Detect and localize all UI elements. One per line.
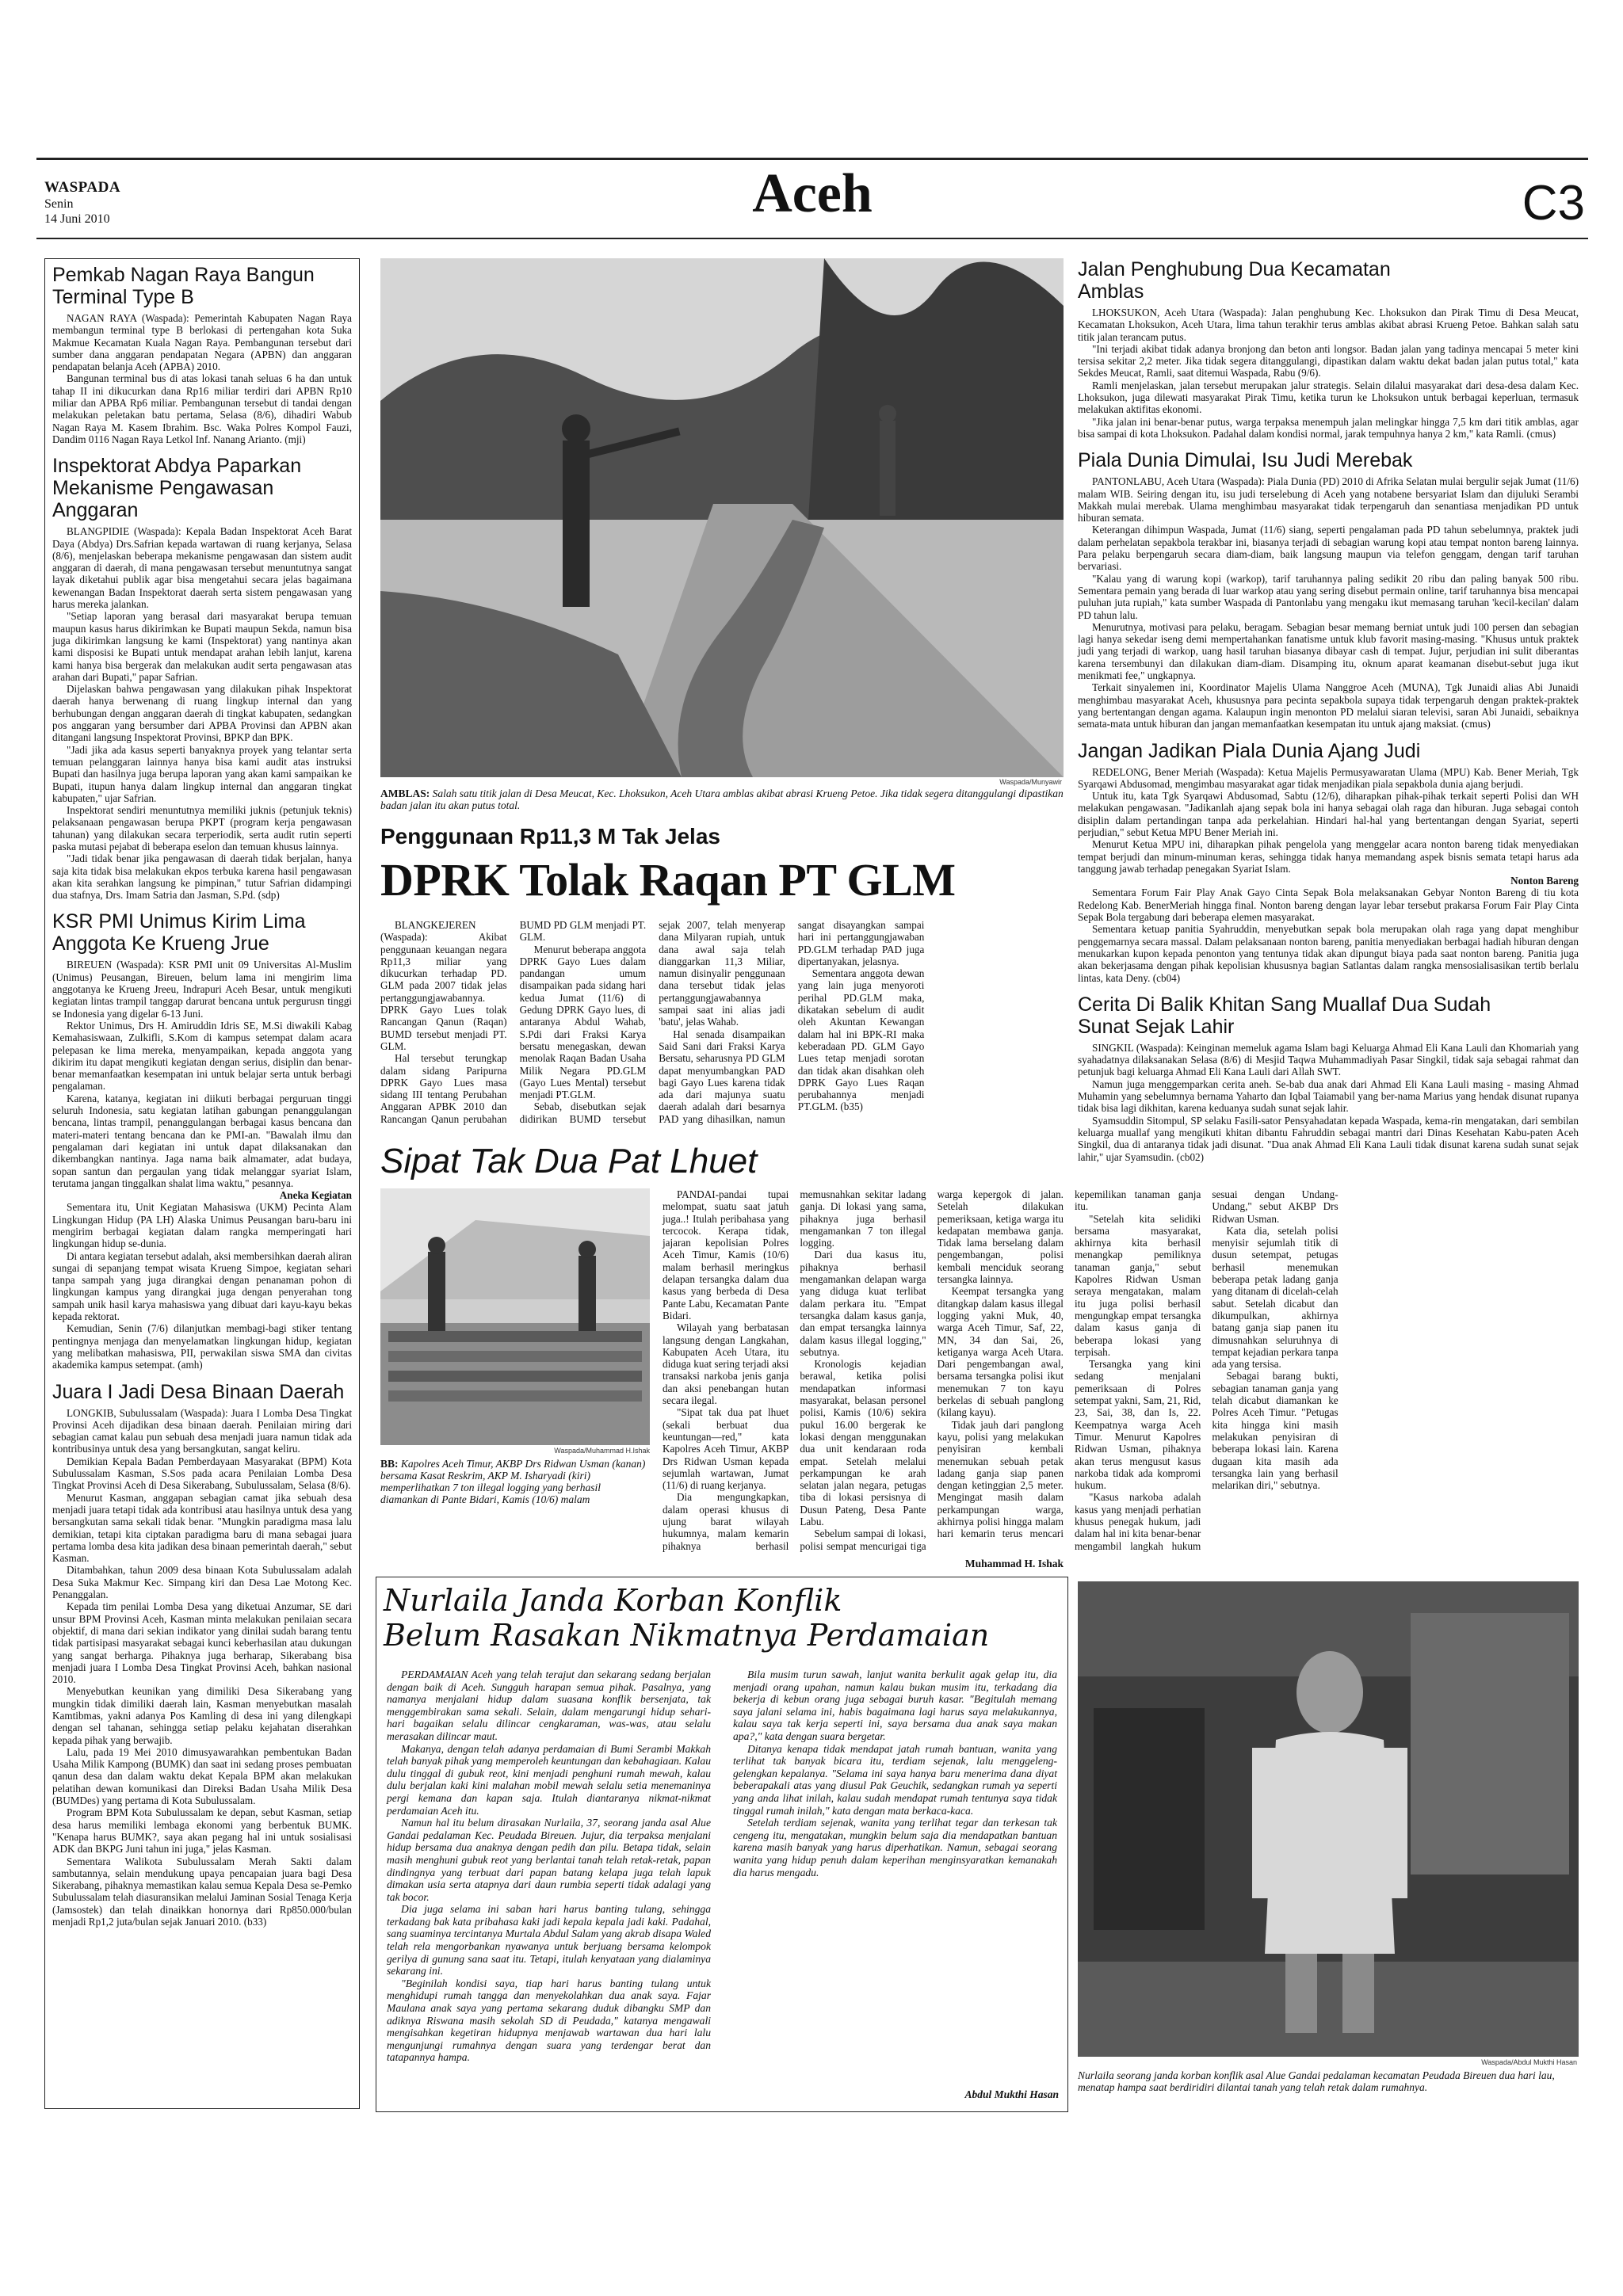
- right-column: [1078, 258, 1579, 1566]
- photo-road-caption: AMBLAS: Salah satu titik jalan di Desa Meucat, Kec. Lhoksukon, Aceh Utara amblas akibat abrasi Krueng Petoe. Jika tidak segera ditanggulangi dipastikan badan jalan itu akan putus total.: [380, 788, 1064, 811]
- photo-nurlaila: [1078, 1581, 1579, 2057]
- photo-road-collapse: [380, 258, 1064, 777]
- page-number: C3: [1522, 176, 1585, 231]
- headline-jalan-amblas: Jalan Penghubung Dua Kecamatan Amblas: [1078, 258, 1391, 303]
- photo-nurlaila-credit: Waspada/Abdul Mukthi Hasan: [1481, 2058, 1577, 2066]
- photo-nurlaila-caption: Nurlaila seorang janda korban konflik asal Alue Gandai pedalaman kecamatan Peudada Bireuen dua hari lau, menatap hampa saat berdiridiri dilantai tanah yang telah retak dalam rumahnya.: [1078, 2069, 1555, 2093]
- portrait-woman-image: [1078, 1581, 1579, 2057]
- article-khitan-muallaf: SINGKIL (Waspada): Keinginan memeluk agama Islam bagi Keluarga Ahmad Eli Kana Lauli dan Khomariah yang syahadatnya dilaksanakan Selasa (8/6) di Mesjid Taqwa Muhammadiyah Pasar Singkil, tidak saja sebagai rahmat dan petunjuk bagi keluarga Ahmad Eli Kana Lauli dari Allah SWT. Namun juga menggemparkan cerita aneh. Se-bab dua anak dari Ahmad Eli Kana Lauli masing - masing Ahmad Muhamin yang sebelumnya bernama Yaharto dan Iqbal Taiamabil yang ber-nama Marius yang hendak disunat rupanya tidak bisa lagi dikhitan, karena keduanya sudah sunat sejak lahir. Syamsuddin Sitompul, SP selaku Fasili-sator Pensyahadatan kepada Waspada, kema-rin mengatakan, dari sembilan keluarga muallaf yang mengikuti khitan dibantu Fahruddin sebagai mantri dari Dinas Kesehatan Kabu-paten Aceh Singkil, dua di antaranya tidak jadi disunat. "Dua anak Ahmad Eli Kana Lauli tidak disunat karena sudah sunat sejak lahir," ujar Syamsudin. (cb02): [1078, 1041, 1579, 1163]
- photo-logging-caption-label: BB:: [380, 1458, 399, 1470]
- top-rule: [36, 158, 1588, 160]
- headline-sipat: Sipat Tak Dua Pat Lhuet: [380, 1142, 758, 1180]
- signature-sipat: Muhammad H. Ishak: [964, 1558, 1064, 1569]
- article-dprk-tolak: BLANGKEJEREN (Waspada): Akibat penggunaan keuangan negara Rp11,3 miliar yang dikucurkan terhadap PD. GLM pada 2007 tidak jelas pertanggungjawabannya. DPRK Gayo Lues tolak Rancangan Qanun (Raqan) BUMD tersebut menjadi PT. GLM. Hal tersebut terungkap dalam sidang Paripurna DPRK Gayo Lues masa sidang III tentang Perubahan Anggaran APBK 2010 dan Rancangan Qanun perubahan BUMD PD GLM menjadi PT. GLM. Menurut beberapa anggota DPRK Gayo Lues dalam pandangan umum disampaikan pada sidang hari kedua Jumat (11/6) di Gedung DPRK Gayo lues, di antaranya Abdul Wahab, S.Pdi dari Fraksi Karya bersatu menegaskan, dewan menolak Raqan Badan Usaha Milik Negara PD.GLM (Gayo Lues Mental) tersebut menjadi PT.GLM. Sebab, disebutkan sejak didirikan BUMD tersebut sejak 2007, telah menyerap dana Milyaran rupiah, untuk dana awal saja telah dianggarkan 11,3 Miliar, namun disinyalir penggunaan dana tersebut tidak jelas pertanggungjawabannya sampai saat ini alias jadi 'batu', jelas Wahab. Hal senada disampaikan Said Sani dari Fraksi Karya Bersatu, seharusnya PD GLM dapat menyumbangkan PAD bagi Gayo Lues karena tidak ada dari majunya suatu daerah adalah dari besarnya PAD yang dihasilkan, namun sangat disayangkan sampai hari ini pertanggungjawaban PD.GLM terhadap PAD juga dipertanyakan, jelasnya. Sementara anggota dewan yang lain juga menyoroti perihal PD.GLM maka, dikatakan sebelum di audit oleh Akuntan Kewangan dalam hal ini BPK-RI maka keberadaan PD. GLM Gayo Lues tetap menjadi sorotan dan tidak akan disahkan oleh DPRK Gayo Lues Raqan perubahannya menjadi PT.GLM. (b35): [380, 919, 925, 1125]
- headline-ksr-pmi: KSR PMI Unimus Kirim Lima Anggota Ke Krueng Jrue: [52, 910, 306, 955]
- paper-name: WASPADA: [44, 179, 121, 196]
- left-column: [44, 258, 360, 2109]
- signature-nurlaila: Abdul Mukthi Hasan: [964, 2088, 1059, 2100]
- headline-dprk-tolak: DPRK Tolak Raqan PT GLM: [380, 854, 956, 906]
- article-inspektorat: BLANGPIDIE (Waspada): Kepala Badan Inspektorat Aceh Barat Daya (Abdya) Drs.Safrian kepada wartawan di ruang kerjanya, Selasa (8/6), menjelaskan beberapa mekanisme pengawasan dan sistem audit anggaran di daerah, di mana pengawasan tersebut menuntutnya sangat layak diketahui publik agar bisa mengetahui secara jelas bagaimana kewenangan Badan Inspektorat daerah serta sistem pengawasan yang harus mereka jalankan. "Setiap laporan yang berasal dari masyarakat berupa temuan maupun kasus harus dikirimkan ke Bupati maupun Sekda, namun bisa juga dikirimkan langsung ke kami (Inspektorat) yang nantinya akan kami disposisi ke Bupati untuk mendapat arahan lebih lanjut, karena kami hanya bisa bergerak dan melakukan audit serta pengawasan atas arahan dari Bupati," papar Safrian. Dijelaskan bahwa pengawasan yang dilakukan pihak Inspektorat daerah hanya berwenang di ruang lingkup internal dan yang berhubungan dengan anggaran daerah di tingkat kabupaten, sedangkan pos anggaran yang bersumber dari APBA Provinsi dan APBN akan ditangani langsung Inspektorat Provinsi, BPKP dan BPK. "Jadi jika ada kasus seperti banyaknya proyek yang telantar serta temuan pelanggaran lainnya hanya bisa kami audit atas instruksi Bupati dan hasilnya juga berupa laporan yang akan kami sampaikan ke Bupati, itupun hanya dalam lingkup internal dan anggaran tingkat kabupaten," ujar Safrian. Inspektorat sendiri menuntutnya memiliki juknis (petunjuk teknis) pelaksanaan pengawasan berupa PKPT (program kerja pengawasan tahunan) yang dilakukan secara terperiodik, serta audit rutin seperti paska mutasi pejabat di beberapa eselon dan temuan khusus lainnya. "Jadi tidak benar jika pengawasan di daerah tidak berjalan, hanya saja kita tidak bisa melakukan ekpos terbuka karena hasil pengawasan akan kita serahkan langsung ke pimpinan," tutur Safrian didampingi dua stafnya, Drs. Imam Satria dan Jasman, S.Pd. (sdp): [52, 525, 352, 902]
- timber-pile-image: [380, 1188, 650, 1445]
- article-juara-desa: LONGKIB, Subulussalam (Waspada): Juara I Lomba Desa Tingkat Provinsi Aceh dijadikan desa binaan daerah. Penilaian miring dari sebagian camat kalau pun sebuah desa menjadi juara namun tidak ada kontribusinya untuk desa yang bersangkutan, sangat keliru. Demikian Kepala Badan Pemberdayaan Masyarakat (BPM) Kota Subulussalam Kasman, S.Sos pada acara Penilaian Lomba Desa Tingkat Provinsi Aceh di Desa Sikerabang, Subulussalam, Selasa (8/6). Menurut Kasman, anggapan sebagian camat jika sebuah desa menjadi juara tetapi tidak ada kontribusi atau hasilnya untuk desa yang bersangkutan sama sekali tidak benar. "Mungkin paradigma masa lalu demikian, tetapi kita ciptakan paradigma baru di mana sebagai juara pertama lomba desa kita jadikan desa binaan pemerintah daerah," sebut Kasman. Ditambahkan, tahun 2009 desa binaan Kota Subulussalam adalah Desa Suka Makmur Kec. Simpang kiri dan Desa Lae Motong Kec. Penanggalan. Kepada tim penilai Lomba Desa yang diketuai Anzumar, SE dari unsur BPM Provinsi Aceh, Kasman minta melakukan penilaian secara objektif, di mana dari sekian indikator yang dinilai sudah barang tentu tidak partisipasi masyarakat sebagai kunci keberhasilan atau dukungan yang sangat berharga. Pihaknya juga berharap, Sikerabang bisa menjadi juara I Lomba Desa Tingkat Provinsi Aceh, bahkan nasional 2010. Menyebutkan keunikan yang dimiliki Desa Sikerabang yang mungkin tidak dimiliki daerah lain, Kasman menyebutkan masalah Kamtibmas, yakni adanya Pos Kamling di desa ini yang dilengkapi dengan sel tahanan, sehingga setiap pelaku kejahatan diserahkan kepada pihak yang berwajib. Lalu, pada 19 Mei 2010 dimusyawarahkan pembentukan Badan Usaha Milik Kampong (BUMK) dan saat ini sedang proses pembuatan qanun desa dan dalam waktu dekat Kepala BPM akan melakukan pelatihan dewan komunikasi dan Direksi Badan Usaha Milik Desa (BUMDes) yang pertama di Kota Subulussalam. Program BPM Kota Subulussalam ke depan, sebut Kasman, setiap desa harus memiliki lembaga ekonomi yang berbentuk BUMK. "Kenapa harus BUMK?, saya akan pegang hal ini untuk sosialisasi ADK dan BKPG Juni tahun ini juga," jelas Kasman. Sementara Walikota Subulussalam Merah Sakti dalam sambutannya, selain mendukung upaya pencapaian juara bagi Desa Sikerabang, pihaknya memastikan kalau semua Kepala Desa se-Pemko Subulussalam telah diasuransikan melalui Jaminan Sosial Tenaga Kerja (Jamsostek) dan telah dinaikkan honornya dari Rp850.000/bulan menjadi Rp1,2 juta/bulan sejak Januari 2010. (b33): [52, 1406, 352, 1928]
- subhead-nonton-bareng: Nonton Bareng: [1510, 875, 1579, 887]
- headline-inspektorat: Inspektorat Abdya Paparkan Mekanisme Pengawasan Anggaran: [52, 455, 302, 522]
- article-ksr-pmi: BIREUEN (Waspada): KSR PMI unit 09 Universitas Al-Muslim (Unimus) Peusangan, Bireuen, belum lama ini mengirim lima anggotanya ke Krueng Jreeu, Indrapuri Aceh Besar, untuk mengikuti kegiatan lintas trampil tanggap darurat bencana untuk pergurusn tinggi se Indonesia yang digelar 6-13 Juni. Rektor Unimus, Drs H. Amiruddin Idris SE, M.Si diwakili Kabag Kemahasiswaan, Zulkifli, S.Kom di kampus setempat dalam acara pelepasan ke lima mereka, menyampaikan, kepada anggota yang dikirim itu dapat mengikuti kegiatan dengan serius, disiplin dan benar-benar memanfaatkan kesempatan ini untuk belajar serta untuk berbagi pengalaman. Karena, katanya, kegiatan ini diikuti berbagai perguruan tinggi seluruh Indonesia, satu kegiatan latihan gabungan penanggulangan bencana, lintas trampil, penanggulangan berbagai kasus bencana dan materi-materi tentang bencana dan ke PMI-an. "Bawalah ilmu dan pengalaman dari kegiatan ini untuk dapat dilaksanakan dan dikembangkan nantinya. Jaga nama baik almamater, adat budaya, sopan santun dan pergaulan yang tidak melanggar syariat Islam, terutama jangan tinggalkan shalat lima waktu," pesannya. Aneka Kegiatan Sementara itu, Unit Kegiatan Mahasiswa (UKM) Pecinta Alam Lingkungan Hidup (PA LH) Alaska Unimus Peusangan baru-baru ini mengirim berbagai kegiatan dalam rangka memperingati hari lingkungan hidup se-dunia. Di antara kegiatan tersebut adalah, aksi membersihkan daerah aliran sungai di sepanjang tempat wisata Krueng Simpoe, kegiatan sehari tanpa sampah yang juga dirangkai dengan penanaman pohon di lingkungan kampus yang dirangkai juga dengan penyerahan tong sampah unik hasil karya mahasiswa yang dibuat dari kayu-kayu bekas kepada rektorat. Kemudian, Senin (7/6) dilanjutkan membagi-bagi stiker tentang pentingnya menjaga dan menyelamatkan lingkungan hidup, kegiatan yang melibatkan mahasiswa, PII, perwakilan siswa SMA dan civitas akademika kampus setempat. (amh): [52, 959, 352, 1371]
- article-piala-dunia: PANTONLABU, Aceh Utara (Waspada): Piala Dunia (PD) 2010 di Afrika Selatan mulai bergulir sejak Jumat (11/6) malam WIB. Seiring dengan itu, isu judi terselebung di Aceh yang notabene bersyariat Islam dan dijuluki Serambi Makkah mulai merebak. Ulama menghimbau masyarakat tidak terpengaruh dan senantiasa menjadikan PD untuk hiburan semata. Keterangan dihimpun Waspada, Jumat (11/6) siang, seperti pengalaman pada PD tahun sebelumnya, praktek judi dalam perhelatan sepakbola terakbar ini, biasanya terjadi di sebagian warung kopi atau tempat nonton bareng lainnya. Para pelaku berpengaruh secara diam-diam, baik langsung maupun via telefon genggam, dengan tarif taruhan bervariasi. "Kalau yang di warung kopi (warkop), tarif taruhannya paling sedikit 20 ribu dan paling banyak 500 ribu. Sementara pemain yang berada di luar warkop atau yang sering disebut permain online, tarif taruhannya bisa mencapai puluhan juta rupiah," kata sumber Waspada di Pantonlabu yang mengaku ikut memasang taruhan 'kecil-kecilan' dalam PD tahun lalu. Menurutnya, motivasi para pelaku, beragam. Sebagian besar memang berniat untuk judi 100 persen dan sebagian lagi hanya sekedar iseng demi mempertahankan fanatisme untuk klub favorit masing-masing. "Khusus untuk praktek judi yang terjadi di warkop, uang hasil taruhan biasanya dibayar cash di tempat. Jujur, perjudian ini sulit diberantas karena tersembunyi dan dilakukan diam-diam. Disamping itu, oknum aparat keamanan disebut-sebut juga ikut menikmati fee," ungkapnya. Terkait sinyalemen ini, Koordinator Majelis Ulama Nanggroe Aceh (MUNA), Tgk Junaidi alias Abi Junaidi menghimbau masyarakat Aceh, khususnya para pecinta sepakbola supaya tidak terpengaruh dengan praktek-praktek yang bertentangan dengan agama. Kalaupun ingin menonton PD melalui siaran televisi, saran Abi Junaidi, sebaiknya semata-mata untuk hiburan dan jangan memanfaatkan kesempatan itu untuk ajang maksiat. (cmus): [1078, 475, 1579, 730]
- headline-juara-desa: Juara I Jadi Desa Binaan Daerah: [52, 1380, 345, 1403]
- headline-nurlaila-line1: Nurlaila Janda Korban Konflik: [384, 1583, 842, 1618]
- photo-illegal-logging: [380, 1188, 650, 1445]
- masthead-block: [44, 179, 219, 227]
- headline-piala-dunia: Piala Dunia Dimulai, Isu Judi Merebak: [1078, 449, 1413, 472]
- road-scene-image: [380, 258, 1064, 777]
- article-jangan-judi: REDELONG, Bener Meriah (Waspada): Ketua Majelis Permusyawaratan Ulama (MPU) Kab. Bener Meriah, Tgk Syarqawi Abdusomad, mengimbau masyarakat agar tidak menjadikan piala sepakbola dunia ajang berjudi. Untuk itu, kata Tgk Syarqawi Abdusomad, Sabtu (12/6), diharapkan pihak-pihak terkait seperti Polisi dan WH melakukan pengawasan. "Jadikanlah ajang sepak bola ini hanya sebagai olah raga dan hiburan. Juga sebagai contoh disiplin dalam pertandingan tanpa ada perkelahian. Hindari hal-hal yang bertentangan dengan Syariat, seperti perjudian," sebut Ketua MPU Bener Meriah ini. Menurut Ketua MPU ini, diharapkan pihak pengelola yang menggelar acara nonton bareng tidak menyediakan tempat berjudi dan minum-minuman keras, sehingga tidak hanya memandang aspek bisnis semata tetapi harus ada tanggung jawab terhadap penegakan Syariat Islam. Nonton Bareng Sementara Forum Fair Play Anak Gayo Cinta Sepak Bola melaksanakan Gebyar Nonton Bareng di tiu kota Redelong Kab. BenerMeriah hingga final. Nonton bareng dengan layar lebar tersebut prakarsa Forum Fair Play Cinta Sepak Bola tergabung dari beberapa elemen masyarakat. Sementara ketuap panitia Syahruddin, menyebutkan sepak bola merupakan olah raga yang dapat menghibur penggemarnya secara massal. Dalam pelaksanaan nonton bareng, panitia menyediakan berbagai hadiah hiburan dengan menukarkan kupon kepada penonton yang tentunya tidak akan dipungut biaya pada saat nonton bareng. Panitia juga akan bekerjasama dengan pihak kepolisian khususnya bagian Satlantas dalam rangka mensosialisasikan tertib berlalu lintas, kata Deny. (cb04): [1078, 765, 1579, 984]
- kicker-rp11-3m: Penggunaan Rp11,3 M Tak Jelas: [380, 824, 720, 849]
- headline-jangan-judi: Jangan Jadikan Piala Dunia Ajang Judi: [1078, 739, 1421, 762]
- photo-road-credit: Waspada/Munyawir: [999, 778, 1062, 786]
- article-sipat: PANDAI-pandai tupai melompat, suatu saat jatuh juga..! Itulah peribahasa yang tercocok. Kerapa tidak, jajaran kepolisian Polres Aceh Timur, Kamis (10/6) malam berhasil meringkus delapan tersangka dalam dua kasus yang berbeda di Desa Pante Labu, Kecamatan Pante Bidari. Wilayah yang berbatasan langsung dengan Langkahan, Kabupaten Aceh Utara, itu diduga kuat sering terjadi aksi transaksi narkoba jenis ganja dan aksi penebangan hutan secara ilegal. "Sipat tak dua pat lhuet (sekali berbuat dua keuntungan—red," kata Kapolres Aceh Timur, AKBP Drs Ridwan Usman kepada sejumlah wartawan, Jumat (11/6) di ruang kerjanya. Dia mengungkapkan, dalam operasi khusus di ujung barat wilayah hukumnya, malam kemarin pihaknya berhasil memusnahkan sekitar ladang ganja. Di lokasi yang sama, pihaknya juga berhasil mengamankan 7 ton illegal logging. Dari dua kasus itu, pihaknya berhasil mengamankan delapan warga yang diduga kuat terlibat dalam perkara itu. "Empat tersangka dalam kasus ganja, dan empat tersangka lainnya dalam kasus illegal logging," sebutnya. Kronologis kejadian berawal, ketika polisi mendapatkan informasi masyarakat, belasan personel polisi, Kamis (10/6) sekira pukul 16.00 bergerak ke lokasi dengan menggunakan dua unit kendaraan roda empat. Setelah melalui perkampungan ke arah selatan jalan negara, petugas tiba di lokasi persisnya di Dusun Pateng, Desa Pante Labu. Sebelum sampai di lokasi, polisi sempat mencurigai tiga warga kepergok di jalan. Setelah dilakukan pemeriksaan, ketiga warga itu kedapatan membawa ganja. Tidak lama berselang dalam pengembangan, polisi kembali menciduk seorang tersangka lainnya. Keempat tersangka yang ditangkap dalam kasus illegal logging yakni Muk, 40, warga Aceh Timur, Saf, 22, MN, 34 dan Sai, 26, ketiganya warga Aceh Utara. Dari pengembangan awal, bersama tersangka polisi ikut menemukan 7 ton kayu berkelas di sebuah panglong (kilang kayu). Tidak jauh dari panglong kayu, polisi yang melakukan penyisiran kembali menemukan sebuah petak ladang ganja siap panen dengan ketinggian 2,5 meter. Mengingat masih dalam perkampungan warga, akhirnya polisi hingga malam hari kemarin terus mencari kepemilikan tanaman ganja itu. "Setelah kita selidiki bersama masyarakat, akhirnya kita berhasil menangkap pemiliknya tanaman ganja," sebut Kapolres Ridwan Usman seraya mengatakan, malam itu juga polisi berhasil mengungkap empat tersangka dalam kasus ganja di beberapa lokasi yang terpisah. Tersangka yang kini sedang menjalani pemeriksaan di Polres setempat yakni, Sam, 21, Rid, 23, Sai, 38, dan Is, 22. Keempatnya warga Aceh Timur. Menurut Kapolres Ridwan Usman, pihaknya akan terus mengusut kasus narkoba tidak ada kompromi hukum. "Kasus narkoba adalah kasus yang menjadi perhatian khusus penegak hukum, jadi dalam hal ini kita benar-benar mengambil langkah hukum sesuai dengan Undang-Undang," sebut AKBP Drs Ridwan Usman. Kata dia, setelah polisi menyisir sejumlah titik di dusun setempat, petugas berhasil menemukan beberapa petak ladang ganja yang ditanam di dicelah-celah sabut. Setelah dicabut dan dikumpulkan, akhirnya batang ganja siap panen itu dimusnahkan seluruhnya di tempat kejadian perkara tanpa ada yang tersisa. Sebagai barang bukti, sebagian tanaman ganja yang telah dicabut diamankan ke Polres Aceh Timur. "Petugas kita hingga kini masih melakukan penyisiran di beberapa lokasi lain. Karena dugaan kita masih ada tersangka lain yang berhasil melarikan diri," sebutnya.: [663, 1188, 1338, 1552]
- photo-logging-caption: BB: Kapolres Aceh Timur, AKBP Drs Ridwan Usman (kanan) bersama Kasat Reskrim, AKP M. Isharyadi (kiri) memperlihatkan 7 ton illegal logging yang berhasil diamankan di Pante Bidari, Kamis (10/6) malam: [380, 1458, 646, 1505]
- headline-khitan-muallaf: Cerita Di Balik Khitan Sang Muallaf Dua Sudah Sunat Sejak Lahir: [1078, 993, 1491, 1038]
- headline-terminal: Pemkab Nagan Raya Bangun Terminal Type B: [52, 264, 315, 308]
- edition-date: 14 Juni 2010: [44, 212, 110, 226]
- subhead-aneka-kegiatan: Aneka Kegiatan: [279, 1189, 352, 1202]
- article-jalan-amblas: LHOKSUKON, Aceh Utara (Waspada): Jalan penghubung Kec. Lhoksukon dan Pirak Timu di Desa Meucat, Kecamatan Lhoksukon, Aceh Utara, lima tahun terakhir terus amblas akibat abrasi Krueng Petoe. Bahkan salah satu titik jalan terancam putus. "Ini terjadi akibat tidak adanya bronjong dan beton anti longsor. Badan jalan yang tadinya mencapai 5 meter kini tersisa sekitar 2,2 meter. Jika tidak segera ditanggulangi, dipastikan dalam waktu dekat badan jalan putus total," kata Sekdes Meucat, Ramli, saat ditemui Waspada, Rabu (9/6). Ramli menjelaskan, jalan tersebut merupakan jalur strategis. Selain dilalui masyarakat dari desa-desa dalam Kec. Lhoksukon, juga dilewati masyarakat Pirak Timu, ketika turun ke Lhoksukon untuk berbagai keperluan, termasuk melakukan aktifitas ekonomi. "Jika jalan ini benar-benar putus, warga terpaksa menempuh jalan melingkar hingga 7,5 km dari titik amblas, agar bisa sampai di kota Lhoksukon. Padahal dalam kondisi normal, jarak tempuhnya hanya 2 km," kata Ramli. (cmus): [1078, 307, 1579, 440]
- section-title: Aceh: [752, 163, 873, 224]
- article-nurlaila: PERDAMAIAN Aceh yang telah terajut dan sekarang sedang berjalan dengan baik di Aceh. Sungguh harapan semua pihak. Pasalnya, yang namanya menjalani hidup dalam suasana konflik bersenjata, tak menggembirakan sama sekali. Selain, dalam mengarungi hidup sehari-hari bagaikan selalu dilincar cengkaraman, was-was, atau selalu merasakan dilincar maut. Makanya, dengan telah adanya perdamaian di Bumi Serambi Makkah telah banyak pihak yang memperoleh keuntungan dan kebahagiaan. Kalau dulu tinggal di gubuk reot, kini menjadi penghuni rumah mewah, kalau dulu berjalan kaki kini malahan mobil mewah selalu setia menemaninya pergi kemana dan kapan saja. Itulah diantaranya nikmat-nikmat perdamaian Aceh itu. Namun hal itu belum dirasakan Nurlaila, 37, seorang janda asal Alue Gandai pedalaman Kec. Peudada Bireuen. Jujur, dia terpaksa menjalani hidup bersama dua anaknya dengan pedih dan pilu. Betapa tidak, selain masih menghuni gubuk reot yang berlantai tanah telah retak-retak, papan dindingnya yang terbuat dari papan batang kelapa juga telah lapuk dimakan usia serta atapnya dari daun rumbia seperti tidak adalagi yang tak bocor. Dia juga selama ini saban hari harus banting tulang, sehingga terkadang bak kata pribahasa kaki jadi kepala kepala jadi kaki. Padahal, sang suaminya tercintanya Murtala Abdul Salam yang akrab disapa Waled telah rela mengorbankan nyawanya untuk berjuang bersama kelompok gerilya di gunung sana saat itu. Tetapi, itulah kenyataan yang dialaminya sekarang ini. "Beginilah kondisi saya, tiap hari harus banting tulang untuk menghidupi rumah tangga dan menyekolahkan dua anak saya. Fajar Maulana anak saya yang pertama sekarang duduk dibangku SMP dan adiknya Riswana masih sekolah SD di Peudada," katanya mengawali mengisahkan kegetiran hidupnya menjawab wartawan dua hari lalu mengunjungi rumahnya dengan suara yang terdengar berat dan tatapannya hampa. Bila musim turun sawah, lanjut wanita berkulit agak gelap itu, dia menjadi orang upahan, namun kalau bukan musim itu, terkadang dia bekerja di kebun orang juga sebagai buruh kasar. "Begitulah memang saya jalani selama ini, habis bagaimana lagi harus saya melakukannya, kalau saya tak kerja seperti ini, saya bersama dua anak saya makan apa?," kata dengan suara bergetar. Ditanya kenapa tidak mendapat jatah rumah bantuan, wanita yang terlihat tak banyak bicara itu, terdiam sejenak, lalu menggeleng-gelengkan kepalanya. "Selama ini saya hanya baru menerima dana diyat beberapakali atas yang diusul Pak Geuchik, sedangkan rumah ya seperti yang anda lihat inilah, kalau sudah mendapat rumah tentunya saya tidak tinggal rumah inilah," kata dengan mata berkaca-kaca. Setelah terdiam sejenak, wanita yang terlihat tegar dan terkesan tak cengeng itu, mengatakan, mungkin belum saja dia mendapatkan bantuan karena masih banyak yang harus diperhatikan. Namun, sebagai seorang wanita yang hidup penuh dalam keperihan menginsyaratkan kemanakah dia harus mengadu.: [387, 1669, 1057, 2064]
- photo-logging-credit: Waspada/Muhammad H.Ishak: [554, 1447, 650, 1455]
- header-rule: [36, 238, 1588, 239]
- photo-road-caption-label: AMBLAS:: [380, 788, 430, 799]
- headline-nurlaila-line2: Belum Rasakan Nikmatnya Perdamaian: [384, 1618, 990, 1653]
- edition-day: Senin: [44, 197, 74, 211]
- article-terminal: NAGAN RAYA (Waspada): Pemerintah Kabupaten Nagan Raya membangun terminal type B berlokasi di pertengahan kota Suka Makmue Kecamatan Kuala Nagan Raya. Pembangunan tersebut dari sumber dana anggaran pendapatan Negara (APBN) dan anggaran pendapatan belanja Aceh (APBA) 2010. Bangunan terminal bus di atas lokasi tanah seluas 6 ha dan untuk tahap II ini dikucurkan dana Rp16 miliar terdiri dari APBN Rp10 miliar dan APBA Rp6 miliar. Pembangunan tersebut di tandai dengan melakukan peletakan batu pertama, Selasa (8/6), dihadiri Wabub Nagan Raya M. Kasem Ibrahim. Bsc. Waka Polres Kompol Fauzi, Dandim 0116 Nagan Raya Letkol Inf. Nanang Arianto. (mji): [52, 312, 352, 445]
